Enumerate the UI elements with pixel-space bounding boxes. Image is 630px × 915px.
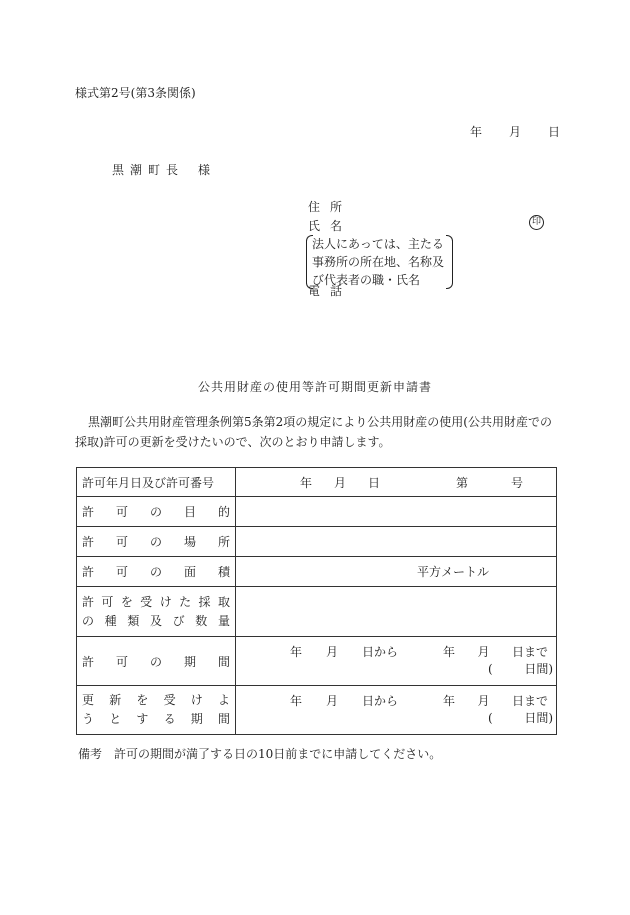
row-label bbox=[77, 587, 236, 637]
date-year-unit: 年 bbox=[470, 125, 483, 139]
body-text: 黒潮町公共用財産管理条例第5条第2項の規定により公共用財産の使用(公共用財産での採取)許可の更新を受けたいので、次のとおり申請します。 bbox=[75, 415, 552, 449]
area-unit: 平方メートル bbox=[417, 565, 490, 579]
form-number: 様式第2号(第3条関係) bbox=[75, 86, 196, 100]
permit-period-cell[interactable] bbox=[236, 637, 557, 686]
table-row bbox=[77, 587, 557, 637]
row-label bbox=[77, 527, 236, 557]
spread-label: 許 可 を 受 け た 採 取 bbox=[82, 594, 230, 609]
corporate-note-line: び代表者の職・氏名 bbox=[312, 273, 421, 287]
table-row bbox=[77, 637, 557, 686]
day-unit: 日 bbox=[367, 475, 380, 490]
permit-area-cell[interactable] bbox=[236, 557, 557, 587]
harvest-type-quantity-cell[interactable] bbox=[236, 587, 557, 637]
period-to: 年 月 日まで bbox=[443, 645, 548, 659]
spread-label: の 種 類 及 び 数 量 bbox=[82, 613, 230, 628]
month-unit: 月 bbox=[333, 475, 346, 490]
row-label bbox=[77, 497, 236, 527]
permit-number bbox=[456, 474, 523, 491]
number-prefix: 第 bbox=[456, 475, 469, 490]
number-suffix: 号 bbox=[510, 475, 523, 490]
spread-label: 許 可 の 場 所 bbox=[82, 535, 230, 549]
applicant-name-label: 氏名 bbox=[308, 219, 353, 233]
renewal-period-cell[interactable] bbox=[236, 686, 557, 735]
spread-label: 許 可 の 期 間 bbox=[82, 654, 230, 669]
spread-label: 許 可 の 面 積 bbox=[82, 565, 230, 579]
spread-label: う と す る 期 間 bbox=[82, 712, 230, 726]
renewal-days: ( 日間) bbox=[488, 711, 553, 725]
renewal-from: 年 月 日から bbox=[290, 694, 398, 708]
row-label-text: 許可年月日及び許可番号 bbox=[82, 475, 215, 490]
renewal-to: 年 月 日まで bbox=[443, 694, 548, 708]
application-date bbox=[470, 123, 560, 140]
row-label bbox=[77, 686, 236, 735]
permit-date-units bbox=[300, 474, 380, 491]
table-row bbox=[77, 527, 557, 557]
table-row bbox=[77, 557, 557, 587]
addressee-name: 黒潮町長 bbox=[112, 163, 185, 177]
corporate-note-lines bbox=[312, 235, 444, 289]
spread-label: 更 新 を 受 け よ bbox=[82, 693, 230, 707]
period-days: ( 日間) bbox=[488, 662, 553, 676]
permit-purpose-cell[interactable] bbox=[236, 497, 557, 527]
table-row bbox=[77, 468, 557, 497]
period-from: 年 月 日から bbox=[290, 645, 398, 659]
applicant-address-label: 住所 bbox=[308, 200, 353, 214]
permit-date-number-cell[interactable] bbox=[236, 468, 557, 497]
corporate-note-line: 事務所の所在地、名称及 bbox=[312, 255, 445, 269]
row-label bbox=[77, 557, 236, 587]
bracket-right bbox=[446, 235, 453, 289]
addressee bbox=[112, 161, 210, 178]
remark-head: 備考 bbox=[78, 747, 103, 761]
permit-place-cell[interactable] bbox=[236, 527, 557, 557]
row-label bbox=[77, 468, 236, 497]
remark bbox=[78, 745, 441, 762]
corporate-note-line: 法人にあっては、主たる bbox=[312, 237, 444, 251]
applicant-phone-label: 電話 bbox=[308, 284, 353, 298]
table-row bbox=[77, 686, 557, 735]
year-unit: 年 bbox=[300, 475, 313, 490]
document-title: 公共用財産の使用等許可期間更新申請書 bbox=[197, 380, 432, 394]
remark-text: 許可の期間が満了する日の10日前までに申請してください。 bbox=[114, 747, 442, 761]
date-month-unit: 月 bbox=[508, 125, 521, 139]
seal-mark: 印 bbox=[529, 215, 544, 230]
date-day-unit: 日 bbox=[547, 125, 560, 139]
addressee-suffix: 様 bbox=[198, 163, 211, 177]
row-label bbox=[77, 637, 236, 686]
application-table bbox=[76, 467, 557, 735]
spread-label: 許 可 の 目 的 bbox=[82, 505, 230, 519]
table-row bbox=[77, 497, 557, 527]
